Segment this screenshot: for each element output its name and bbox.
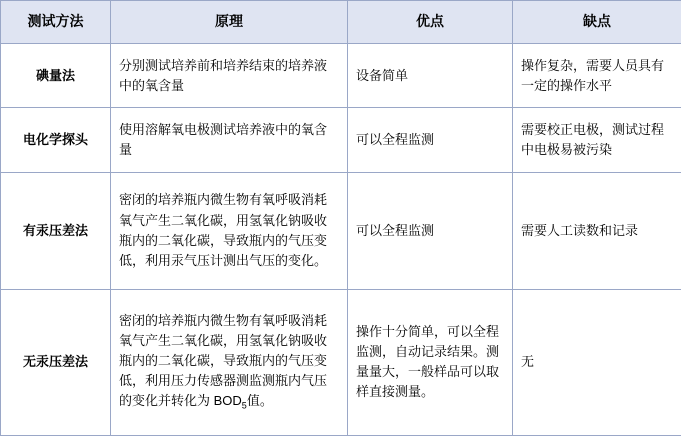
cell-method: 有汞压差法 bbox=[1, 172, 111, 289]
cell-principle: 分别测试培养前和培养结束的培养液中的氧含量 bbox=[111, 44, 348, 108]
cell-disadvantage: 需要人工读数和记录 bbox=[513, 172, 681, 289]
column-header-principle: 原理 bbox=[111, 1, 348, 44]
cell-principle bbox=[111, 289, 348, 435]
cell-advantage: 可以全程监测 bbox=[348, 108, 513, 172]
cell-disadvantage: 无 bbox=[513, 289, 681, 435]
table-row bbox=[1, 108, 681, 172]
cell-advantage: 可以全程监测 bbox=[348, 172, 513, 289]
cell-advantage: 设备简单 bbox=[348, 44, 513, 108]
table-row bbox=[1, 44, 681, 108]
principle-subscript: 5 bbox=[241, 400, 247, 411]
cell-disadvantage: 需要校正电极，测试过程中电极易被污染 bbox=[513, 108, 681, 172]
table-header-row bbox=[1, 1, 681, 44]
cell-method: 电化学探头 bbox=[1, 108, 111, 172]
column-header-disadvantage: 缺点 bbox=[513, 1, 681, 44]
cell-advantage: 操作十分简单，可以全程监测，自动记录结果。测量量大，一般样品可以取样直接测量。 bbox=[348, 289, 513, 435]
cell-method: 无汞压差法 bbox=[1, 289, 111, 435]
principle-text-pre: 密闭的培养瓶内微生物有氧呼吸消耗氧气产生二氧化碳，用氢氧化钠吸收瓶内的二氧化碳，导致瓶内的气压变低，利用压力传感器测监测瓶内气压的变化并转化为 BOD bbox=[119, 312, 328, 409]
table-row bbox=[1, 172, 681, 289]
column-header-method: 测试方法 bbox=[1, 1, 111, 44]
principle-text-post: 值。 bbox=[246, 393, 273, 409]
cell-principle: 使用溶解氧电极测试培养液中的氧含量 bbox=[111, 108, 348, 172]
cell-disadvantage: 操作复杂，需要人员具有一定的操作水平 bbox=[513, 44, 681, 108]
column-header-advantage: 优点 bbox=[348, 1, 513, 44]
cell-principle: 密闭的培养瓶内微生物有氧呼吸消耗氧气产生二氧化碳，用氢氧化钠吸收瓶内的二氧化碳，导致瓶内的气压变低，利用汞气压计测出气压的变化。 bbox=[111, 172, 348, 289]
cell-method: 碘量法 bbox=[1, 44, 111, 108]
table-row bbox=[1, 289, 681, 435]
